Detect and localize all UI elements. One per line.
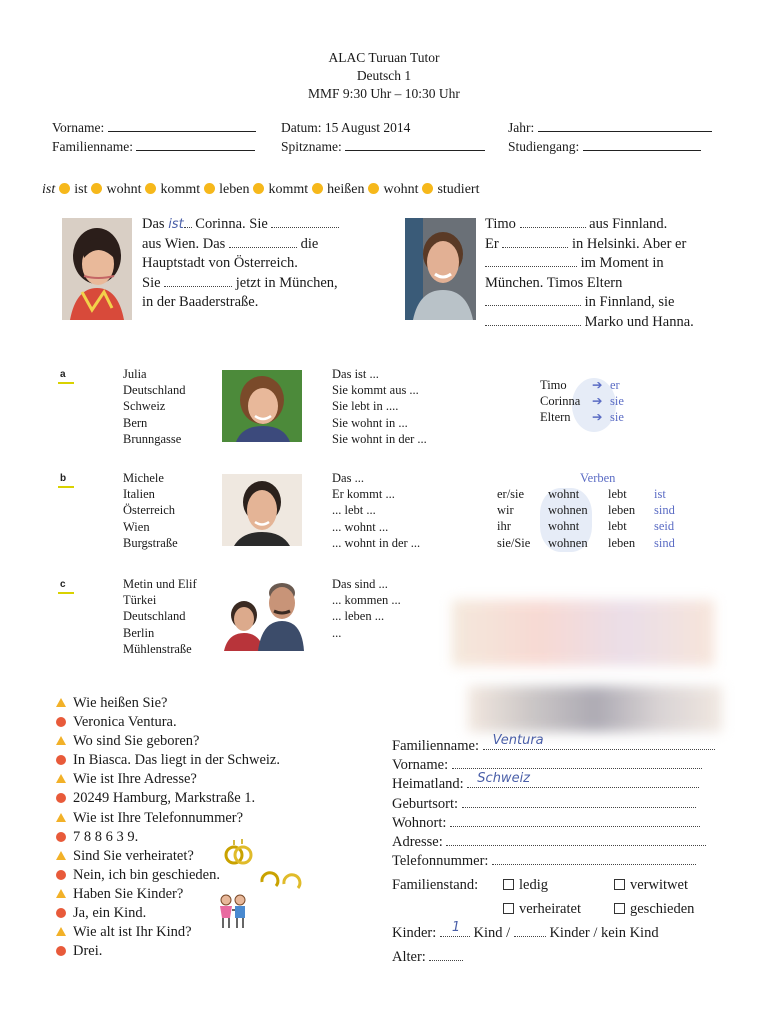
exercise-c-prompts (332, 576, 401, 641)
fact: Burgstraße (123, 535, 178, 550)
timo-l5: in Finnland, sie (584, 294, 675, 310)
alter-input[interactable] (429, 950, 463, 961)
circle-icon (56, 717, 66, 727)
registration-form (392, 733, 715, 871)
familienname-blank[interactable] (136, 139, 255, 151)
course-schedule: MMF 9:30 Uhr – 10:30 Uhr (308, 86, 460, 101)
corinna-l4a: Sie (142, 274, 161, 291)
jahr-blank[interactable] (538, 120, 712, 132)
dot-icon (422, 183, 433, 194)
pronoun-name: Eltern (540, 410, 571, 425)
dot-icon (253, 183, 264, 194)
vorname-field[interactable] (52, 120, 256, 136)
timo-blank-5[interactable] (485, 315, 581, 326)
exercise-c-facts (123, 576, 197, 657)
verheiratet-checkbox[interactable] (503, 903, 514, 914)
form-row-geburtsort: Geburtsort: (392, 795, 715, 814)
dot-icon (145, 183, 156, 194)
word-bank-item: kommt (268, 182, 309, 197)
corinna-l1a: Das (142, 216, 165, 232)
form-row-vorname: Vorname: (392, 756, 715, 775)
prompt: Das ist ... (332, 367, 379, 381)
prompt: ... kommen ... (332, 593, 401, 608)
verwitwet-option[interactable]: verwitwet (614, 876, 688, 895)
broken-rings-icon (258, 870, 302, 905)
corinna-blank-1[interactable] (271, 217, 339, 228)
circle-icon (56, 870, 66, 880)
word-bank-item: ist (74, 182, 88, 197)
dialog-line: Nein, ich bin geschieden. (56, 866, 280, 885)
dialog-line: Drei. (56, 942, 280, 961)
fact: Brunngasse (123, 431, 182, 446)
exercise-b-prompts (332, 470, 420, 551)
word-bank-item: kommt (160, 182, 201, 197)
timo-l2b: in Helsinki. Aber er (571, 235, 687, 252)
corinna-l2b: die (300, 235, 319, 252)
dialog-line: Veronica Ventura. (56, 713, 280, 732)
triangle-icon (56, 851, 66, 860)
kinder-count-value: 1 (451, 920, 461, 935)
corinna-text (142, 215, 339, 313)
triangle-icon (56, 889, 66, 898)
arrow-icon: ➔ (592, 394, 603, 409)
fact: Deutschland (123, 609, 186, 624)
telefonnummer-input[interactable] (492, 854, 696, 865)
course-subtitle: Deutsch 1 (356, 68, 412, 83)
circle-icon (56, 908, 66, 918)
fact: Österreich (123, 503, 176, 518)
fact: Metin und Elif (123, 577, 197, 591)
prompt: Er kommt ... (332, 487, 395, 502)
form-row-heimatland: Heimatland: Schweiz (392, 775, 715, 794)
pronoun: sie (610, 394, 624, 409)
word-bank-item: wohnt (383, 182, 419, 197)
exercise-c-tag: c (60, 579, 66, 590)
dialog-line: Wie heißen Sie? (56, 694, 280, 713)
timo-blank-1[interactable] (520, 217, 586, 228)
prompt: ... lebt ... (332, 503, 376, 518)
vorname-label: Vorname: (52, 120, 105, 135)
corinna-blank-2[interactable] (229, 237, 297, 248)
course-title: ALAC Turuan Tutor (328, 50, 440, 65)
timo-l1a: Timo (485, 216, 516, 232)
timo-blank-3[interactable] (485, 256, 577, 267)
fact: Julia (123, 367, 147, 381)
pronoun-name: Corinna (540, 394, 581, 409)
ledig-option[interactable]: ledig (503, 876, 548, 895)
prompt: Das sind ... (332, 577, 388, 591)
corinna-handwritten-ist: ist (168, 217, 184, 232)
prompt: Sie wohnt in der ... (332, 431, 427, 446)
word-bank-item: heißen (327, 182, 365, 197)
geschieden-checkbox[interactable] (614, 903, 625, 914)
fact: Schweiz (123, 399, 166, 414)
verb-table (497, 486, 675, 551)
dialog-line: Haben Sie Kinder? (56, 885, 280, 904)
familienname-value: Ventura (492, 733, 544, 748)
familienname-label: Familienname: (52, 139, 133, 154)
prompt: Das ... (332, 471, 364, 485)
fact: Berlin (123, 625, 155, 640)
verb-row: er/sie wohnt lebt ist (497, 487, 666, 501)
familienname-field[interactable] (52, 139, 255, 155)
blurred-image-area (452, 600, 714, 666)
michele-photo (222, 474, 302, 546)
exercise-a-facts (123, 366, 185, 447)
dialog-line: Wie ist Ihre Telefonnummer? (56, 809, 280, 828)
timo-l2a: Er (485, 235, 499, 252)
verwitwet-checkbox[interactable] (614, 879, 625, 890)
pronoun: sie (610, 410, 624, 425)
form-row-familienname: Familienname: Ventura (392, 737, 715, 756)
timo-l6: Marko und Hanna. (584, 313, 694, 330)
form-row-adresse: Adresse: (392, 833, 715, 852)
fact: Bern (123, 415, 148, 430)
ledig-checkbox[interactable] (503, 879, 514, 890)
jahr-label: Jahr: (508, 120, 535, 135)
geburtsort-input[interactable] (462, 797, 696, 808)
prompt: ... wohnt ... (332, 519, 389, 534)
circle-icon (56, 793, 66, 803)
triangle-icon (56, 813, 66, 822)
timo-blank-2[interactable] (502, 237, 568, 248)
word-bank-item: ist (42, 182, 56, 197)
studiengang-blank[interactable] (583, 139, 701, 151)
word-bank-item: studiert (437, 182, 480, 197)
fact: Michele (123, 471, 164, 485)
prompt: ... (332, 625, 342, 640)
dialog-line: Wo sind Sie geboren? (56, 732, 280, 751)
metin-elif-photo (222, 577, 304, 651)
verb-row: ihr wohnt lebt seid (497, 519, 675, 534)
fact: Türkei (123, 593, 157, 608)
kinder-row: Kinder: 1 Kind / Kinder / kein Kind (392, 920, 659, 941)
fact: Italien (123, 487, 155, 502)
prompt: ... wohnt in der ... (332, 535, 421, 550)
timo-photo (405, 218, 476, 320)
pronoun-name: Timo (540, 378, 567, 392)
pronoun: er (610, 378, 620, 392)
dot-icon (368, 183, 379, 194)
dialog-line: Sind Sie verheiratet? (56, 847, 280, 866)
triangle-icon (56, 774, 66, 783)
triangle-icon (56, 698, 66, 707)
verb-table-title: Verben (580, 471, 616, 485)
exercise-b-facts (123, 470, 178, 551)
exercise-b-tag: b (60, 473, 67, 484)
prompt: Sie kommt aus ... (332, 383, 419, 398)
form-row-telefonnummer: Telefonnummer: (392, 852, 715, 871)
circle-icon (56, 946, 66, 956)
adresse-input[interactable] (446, 835, 706, 846)
vorname-input[interactable] (452, 758, 702, 769)
fact: Deutschland (123, 383, 186, 398)
prompt: Sie lebt in .... (332, 399, 399, 414)
triangle-icon (56, 927, 66, 936)
dialog-line: 7 8 8 6 3 9. (56, 828, 280, 847)
corinna-photo (62, 218, 132, 320)
familienstand-label: Familienstand: (392, 877, 479, 893)
exercise-a-prompts (332, 366, 427, 447)
arrow-icon: ➔ (592, 410, 603, 425)
dialog-line: Ja, ein Kind. (56, 904, 280, 923)
jahr-field[interactable] (508, 120, 712, 136)
julia-photo (222, 370, 302, 442)
corinna-l5: in der Baaderstraße. (142, 294, 259, 310)
corinna-l1b: Corinna. Sie (195, 216, 268, 232)
kinder-plural-input[interactable] (514, 926, 546, 937)
vorname-blank[interactable] (108, 120, 256, 132)
prompt: Sie wohnt in ... (332, 415, 408, 430)
blurred-image-area (468, 686, 722, 732)
dialog-line: Wie ist Ihre Adresse? (56, 770, 280, 789)
form-row-wohnort: Wohnort: (392, 814, 715, 833)
wedding-rings-icon (220, 838, 256, 871)
dot-icon (59, 183, 70, 194)
alter-row: Alter: (392, 948, 463, 967)
pronoun-table (540, 377, 624, 426)
corinna-l3: Hauptstadt von Österreich. (142, 255, 298, 271)
circle-icon (56, 832, 66, 842)
dialog-line: 20249 Hamburg, Markstraße 1. (56, 789, 280, 808)
dialog-line: In Biasca. Das liegt in der Schweiz. (56, 751, 280, 770)
word-bank (42, 182, 479, 198)
timo-l1b: aus Finnland. (589, 216, 668, 232)
spitzname-blank[interactable] (345, 139, 485, 151)
datum-field: Datum: 15 August 2014 (281, 120, 411, 135)
corinna-l2a: aus Wien. Das (142, 235, 226, 252)
arrow-icon: ➔ (592, 378, 603, 392)
corinna-l4b: jetzt in München, (235, 274, 338, 291)
children-icon (216, 892, 250, 937)
word-bank-item: leben (219, 182, 250, 197)
prompt: ... leben ... (332, 609, 385, 624)
fact: Wien (123, 519, 150, 534)
heimatland-value: Schweiz (477, 771, 531, 787)
wohnort-input[interactable] (450, 816, 700, 827)
circle-icon (56, 755, 66, 765)
studiengang-label: Studiengang: (508, 139, 580, 154)
spitzname-label: Spitzname: (281, 139, 342, 154)
timo-l3: im Moment in (580, 255, 664, 271)
verb-row: sie/Sie wohnen leben sind (497, 535, 675, 550)
spitzname-field[interactable] (281, 139, 485, 155)
dot-icon (91, 183, 102, 194)
timo-blank-4[interactable] (485, 295, 581, 306)
dot-icon (312, 183, 323, 194)
word-bank-item: wohnt (106, 182, 142, 197)
fact: Mühlenstraße (123, 641, 192, 656)
exercise-a-tag: a (60, 369, 66, 380)
studiengang-field[interactable] (508, 139, 701, 155)
verb-row: wir wohnen leben sind (497, 503, 675, 518)
timo-l4: München. Timos Eltern (485, 274, 623, 291)
corinna-blank-3[interactable] (164, 276, 232, 287)
dialog-line: Wie alt ist Ihr Kind? (56, 923, 280, 942)
geschieden-option[interactable]: geschieden (614, 900, 694, 919)
dot-icon (204, 183, 215, 194)
timo-text (485, 215, 694, 332)
verheiratet-option[interactable]: verheiratet (503, 900, 581, 919)
triangle-icon (56, 736, 66, 745)
